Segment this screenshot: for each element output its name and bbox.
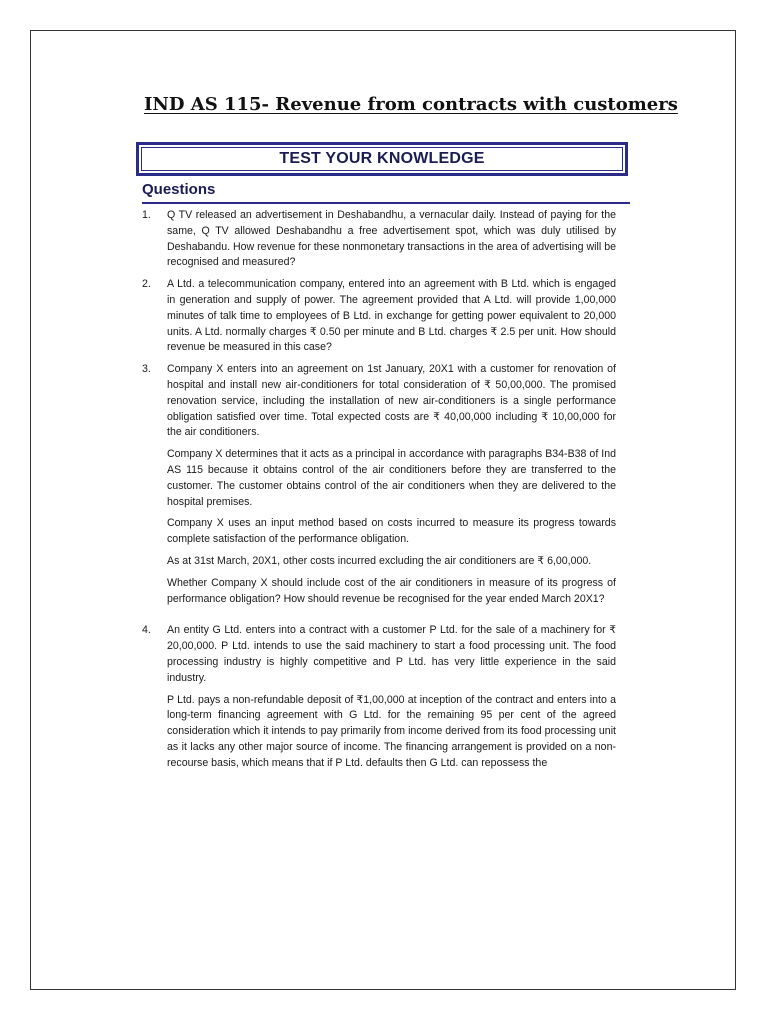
- question-paragraph: Q TV released an advertisement in Deshabandhu, a vernacular daily. Instead of paying for the same, Q TV allowed Deshabandhu a free advertisement spot, which was duly utilised by Deshabandu. How revenue for these nonmonetary transactions in the area of advertising will be recognised and measured?: [167, 209, 616, 269]
- question-number: 3.: [142, 363, 151, 376]
- question-item: [142, 362, 616, 607]
- document-title: IND AS 115- Revenue from contracts with customers: [144, 94, 678, 115]
- question-paragraph: Company X determines that it acts as a principal in accordance with paragraphs B34-B38 of Ind AS 115 because it obtains control of the air conditioners before they are transferred to the customer. The customer obtains control of the air conditioners when they are delivered to the hospital premises.: [167, 448, 616, 508]
- question-number: 2.: [142, 278, 151, 291]
- question-item: [142, 277, 616, 356]
- question-body: [167, 277, 616, 356]
- questions-heading: [142, 180, 630, 204]
- banner-text: TEST YOUR KNOWLEDGE: [279, 150, 485, 167]
- question-body: [167, 362, 616, 607]
- question-item: [142, 623, 616, 771]
- banner-inner-border: [141, 147, 623, 171]
- question-paragraph: As at 31st March, 20X1, other costs incurred excluding the air conditioners are ₹ 6,00,000.: [167, 554, 592, 567]
- question-number: 4.: [142, 624, 151, 637]
- questions-heading-text: Questions: [142, 181, 216, 198]
- question-item: [142, 208, 616, 271]
- question-paragraph: P Ltd. pays a non-refundable deposit of ₹1,00,000 at inception of the contract and enters into a long-term financing agreement with G Ltd. for the remaining 95 per cent of the agreed consideration which it intends to pay primarily from income derived from its food processing unit as it lacks any other major source of income. The financing arrangement is provided on a non-recourse basis, which means that if P Ltd. defaults then G Ltd. can repossess the: [167, 693, 616, 769]
- question-paragraph: Company X uses an input method based on costs incurred to measure its progress towards complete satisfaction of the performance obligation.: [167, 517, 616, 546]
- question-paragraph: Company X enters into an agreement on 1st January, 20X1 with a customer for renovation of hospital and install new air-conditioners for total consideration of ₹ 50,00,000. The promised renovation service, including the installation of new air-conditioners is a single performance obligation satisfied over time. Total expected costs are ₹ 40,00,000 including ₹ 10,00,000 for the air conditioners.: [167, 363, 616, 439]
- question-paragraph: An entity G Ltd. enters into a contract with a customer P Ltd. for the sale of a machinery for ₹ 20,00,000. P Ltd. intends to use the said machinery to start a food processing unit. The food processing industry is highly competitive and P Ltd. has very little experience in the said industry.: [167, 624, 616, 684]
- question-paragraph: Whether Company X should include cost of the air conditioners in measure of its progress of performance obligation? How should revenue be recognised for the year ended March 20X1?: [167, 576, 616, 605]
- questions-list: [142, 208, 616, 778]
- question-body: [167, 623, 616, 771]
- test-your-knowledge-banner: [136, 142, 628, 176]
- question-paragraph: A Ltd. a telecommunication company, entered into an agreement with B Ltd. which is engaged in generation and supply of power. The agreement provided that A Ltd. will provide 1,00,000 minutes of talk time to employees of B Ltd. in exchange for getting power equivalent to 20,000 units. A Ltd. normally charges ₹ 0.50 per minute and B Ltd. charges ₹ 2.5 per unit. How should revenue be measured in this case?: [167, 278, 616, 354]
- question-number: 1.: [142, 209, 151, 221]
- question-body: [167, 208, 616, 271]
